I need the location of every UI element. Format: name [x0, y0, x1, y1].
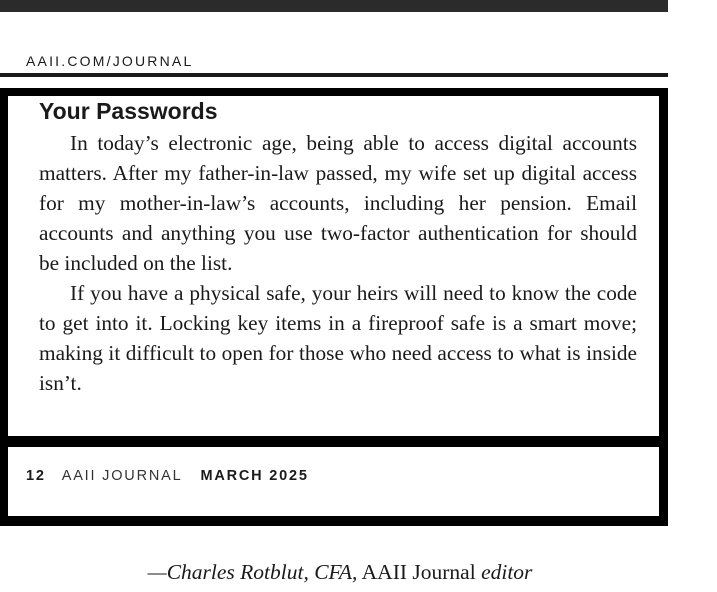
paragraph: In today’s electronic age, being able to access digital accounts matters. After my father-in-law passed, my wife set up digital access for my mother-in-law’s accounts, including her pension. Email accounts and anything you use two-factor authentication for should be included on the list. [39, 131, 637, 275]
author-name: —Charles Rotblut, CFA, [147, 560, 358, 584]
author-role: editor [481, 560, 533, 584]
attribution [0, 560, 680, 585]
top-bar [0, 0, 668, 12]
journal-url: AAII.COM/JOURNAL [26, 53, 194, 69]
article-body [39, 128, 637, 398]
page-number: 12 [26, 468, 46, 484]
issue-date: MARCH 2025 [200, 468, 309, 484]
page-footer [26, 468, 309, 484]
journal-name: AAII JOURNAL [61, 468, 183, 484]
header-divider [0, 73, 668, 77]
section-title: Your Passwords [39, 98, 218, 124]
paragraph: If you have a physical safe, your heirs will need to know the code to get into it. Locking key items in a fireproof safe is a smart move; making it difficult to open for those who need access to what is inside isn’t. [39, 281, 637, 395]
publication-name: AAII Journal [361, 560, 476, 584]
